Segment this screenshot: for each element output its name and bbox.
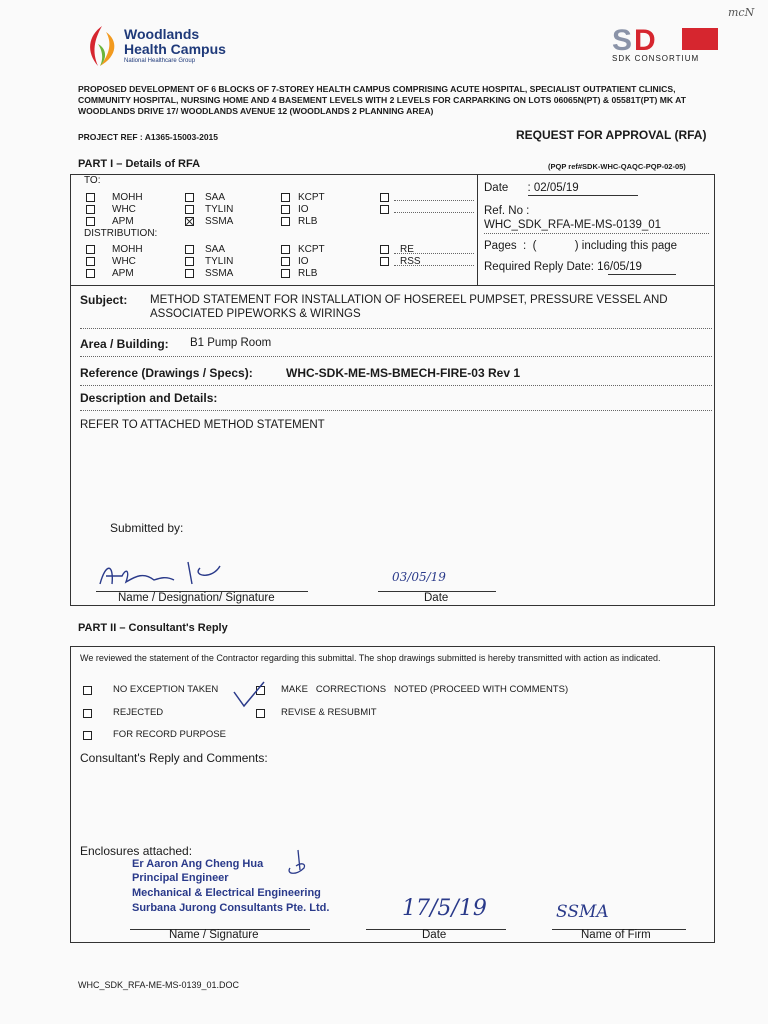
dist-kcpt-checkbox[interactable] [281, 245, 290, 254]
revise-resubmit-checkbox[interactable] [256, 709, 265, 718]
dist-apm-label: APM [112, 268, 134, 279]
to-tylin-label: TYLIN [205, 204, 234, 215]
enclosures-label: Enclosures attached: [80, 844, 193, 858]
signature-caption: Name / Designation/ Signature [118, 592, 275, 604]
submitter-signature [96, 558, 266, 592]
stamp-title: Principal Engineer [132, 872, 229, 884]
form-title: REQUEST FOR APPROVAL (RFA) [516, 128, 707, 142]
svg-text:D: D [634, 24, 656, 56]
logo-line1: Woodlands [124, 26, 200, 42]
to-apm-label: APM [112, 216, 134, 227]
make-corrections-label: MAKE CORRECTIONS NOTED (PROCEED WITH COMMENTS) [281, 684, 569, 695]
subject-text: METHOD STATEMENT FOR INSTALLATION OF HOSEREEL PUMPSET, PRESSURE VESSEL AND ASSOCIATED PIPEWORKS & WIRINGS [150, 294, 668, 320]
submitted-date-handwritten: 03/05/19 [392, 570, 446, 584]
reply-date-handwritten: 17/5/19 [402, 896, 487, 921]
description-label: Description and Details: [80, 391, 218, 405]
distribution-label: DISTRIBUTION: [84, 228, 158, 239]
to-mohh-label: MOHH [112, 192, 143, 203]
sdk-mark-icon [612, 24, 722, 56]
dist-mohh-label: MOHH [112, 244, 143, 255]
whc-logo [78, 22, 248, 70]
dist-tylin-checkbox[interactable] [185, 257, 194, 266]
leaf-logo-icon [78, 22, 124, 70]
description-text: REFER TO ATTACHED METHOD STATEMENT [80, 419, 325, 431]
firm-name-caption: Name of Firm [581, 929, 651, 941]
reference-value: WHC-SDK-ME-MS-BMECH-FIRE-03 Rev 1 [286, 366, 521, 380]
dist-whc-label: WHC [112, 256, 136, 267]
part1-heading: PART I – Details of RFA [78, 158, 201, 170]
logo-sub: National Healthcare Group [124, 58, 196, 64]
ref-number: WHC_SDK_RFA-ME-MS-0139_01 [484, 219, 662, 231]
consultant-signature [284, 848, 314, 878]
submitted-by-label: Submitted by: [110, 521, 184, 535]
area-value: B1 Pump Room [190, 337, 272, 349]
dist-ssma-checkbox[interactable] [185, 269, 194, 278]
to-saa-label: SAA [205, 192, 226, 203]
to-ssma-label: SSMA [205, 216, 234, 227]
to-tylin-checkbox[interactable] [185, 205, 194, 214]
to-apm-checkbox[interactable] [86, 217, 95, 226]
dist-saa-checkbox[interactable] [185, 245, 194, 254]
record-purpose-checkbox[interactable] [83, 731, 92, 740]
dist-re-checkbox[interactable] [380, 245, 389, 254]
dist-tylin-label: TYLIN [205, 256, 234, 267]
reference-label: Reference (Drawings / Specs): [80, 366, 253, 380]
firm-handwritten: SSMA [556, 902, 609, 922]
dist-saa-label: SAA [205, 244, 226, 255]
reply-date-caption: Date [422, 929, 447, 941]
logo-line2: Health Campus [124, 41, 226, 57]
corner-initials: mcN [728, 6, 755, 19]
consortium-label: SDK CONSORTIUM [612, 54, 700, 63]
to-whc-label: WHC [112, 204, 136, 215]
to-other2-checkbox[interactable] [380, 205, 389, 214]
part2-heading: PART II – Consultant's Reply [78, 622, 228, 634]
sdk-logo [612, 24, 722, 64]
to-kcpt-checkbox[interactable] [281, 193, 290, 202]
dist-re-label: RE [400, 244, 414, 255]
to-io-label: IO [298, 204, 309, 215]
dist-rlb-checkbox[interactable] [281, 269, 290, 278]
dist-whc-checkbox[interactable] [86, 257, 95, 266]
part2-intro: We reviewed the statement of the Contractor regarding this submittal. The shop drawings submitted is hereby transmitted with action as indicated. [80, 653, 661, 663]
ref-label: Ref. No : [484, 205, 530, 217]
dist-mohh-checkbox[interactable] [86, 245, 95, 254]
name-signature-caption: Name / Signature [169, 929, 259, 941]
stamp-firm: Surbana Jurong Consultants Pte. Ltd. [132, 902, 330, 914]
project-ref: PROJECT REF : A1365-15003-2015 [78, 132, 219, 142]
rejected-checkbox[interactable] [83, 709, 92, 718]
comments-label: Consultant's Reply and Comments: [80, 751, 268, 765]
to-other1-checkbox[interactable] [380, 193, 389, 202]
svg-text:S: S [612, 24, 633, 56]
dist-io-label: IO [298, 256, 309, 267]
no-exception-label: NO EXCEPTION TAKEN [113, 684, 219, 695]
dist-rss-label: RSS [400, 256, 421, 267]
checkmark-icon [232, 680, 266, 710]
subject-label: Subject: [80, 293, 128, 307]
no-exception-checkbox[interactable] [83, 686, 92, 695]
record-purpose-label: FOR RECORD PURPOSE [113, 729, 226, 740]
area-label: Area / Building: [80, 337, 169, 351]
stamp-name: Er Aaron Ang Cheng Hua [132, 858, 264, 870]
rfa-date: Date : 02/05/19 [484, 182, 579, 194]
to-rlb-label: RLB [298, 216, 318, 227]
to-kcpt-label: KCPT [298, 192, 325, 203]
part1-box [70, 174, 715, 606]
dist-kcpt-label: KCPT [298, 244, 325, 255]
dist-ssma-label: SSMA [205, 268, 234, 279]
to-ssma-checkbox-checked[interactable] [185, 217, 194, 226]
pqp-ref: (PQP ref#SDK-WHC-QAQC-PQP-02-05) [548, 162, 686, 171]
project-title: PROPOSED DEVELOPMENT OF 6 BLOCKS OF 7-STOREY HEALTH CAMPUS COMPRISING ACUTE HOSPITAL, SPECIALIST OUTPATIENT CLINICS, COMMUNITY HOSPITAL, NURSING HOME AND 4 BASEMENT LEVELS WITH 2 LEVELS FOR CARPARKING ON LOTS 06065N(PT) & 05581T(PT) MK AT WOODLANDS DRIVE 17/ WOODLANDS AVENUE 12 (WOODLANDS 2 PLANNING AREA) [78, 84, 686, 116]
to-saa-checkbox[interactable] [185, 193, 194, 202]
date-caption: Date [424, 592, 449, 604]
pages-count: Pages : ( ) including this page [484, 240, 678, 252]
dist-rlb-label: RLB [298, 268, 318, 279]
dist-rss-checkbox[interactable] [380, 257, 389, 266]
stamp-dept: Mechanical & Electrical Engineering [132, 887, 321, 899]
to-whc-checkbox[interactable] [86, 205, 95, 214]
footer-filename: WHC_SDK_RFA-ME-MS-0139_01.DOC [78, 980, 240, 990]
to-rlb-checkbox[interactable] [281, 217, 290, 226]
to-label: TO: [84, 175, 101, 186]
to-io-checkbox[interactable] [281, 205, 290, 214]
dist-apm-checkbox[interactable] [86, 269, 95, 278]
to-mohh-checkbox[interactable] [86, 193, 95, 202]
required-reply-date: Required Reply Date: 16/05/19 [484, 261, 642, 273]
revise-resubmit-label: REVISE & RESUBMIT [281, 707, 377, 718]
dist-io-checkbox[interactable] [281, 257, 290, 266]
rejected-label: REJECTED [113, 707, 164, 718]
